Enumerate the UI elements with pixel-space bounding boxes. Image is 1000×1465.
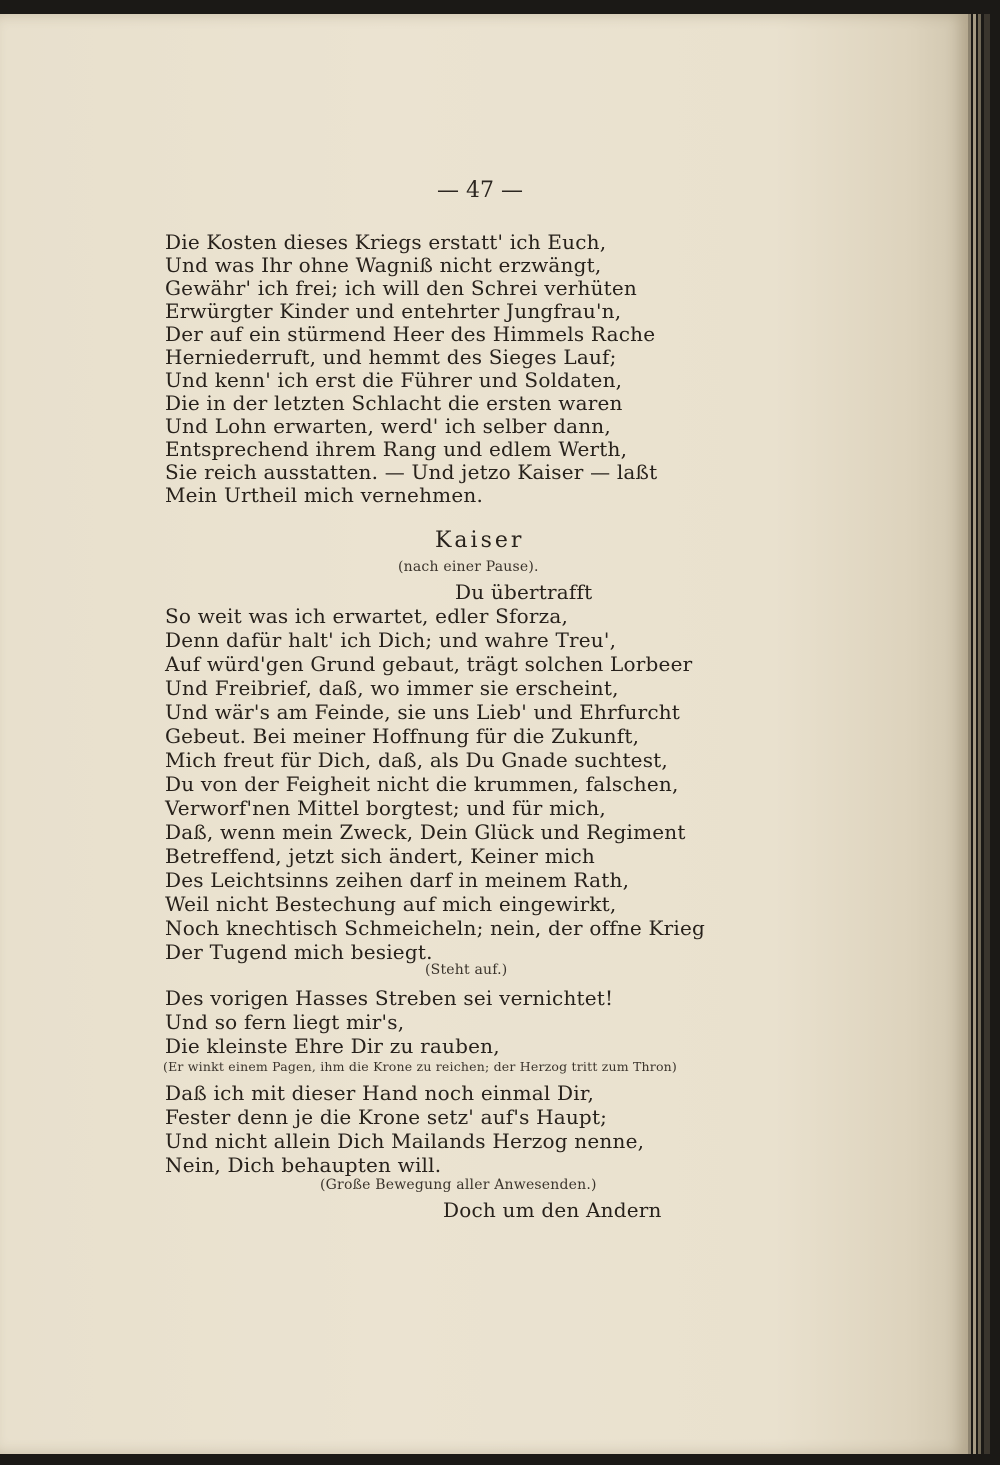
verse-line: Nein, Dich behaupten will.	[165, 1153, 442, 1177]
verse-line: Auf würd'gen Grund gebaut, trägt solchen Lorbeer	[165, 652, 693, 676]
verse-line: Du übertrafft	[455, 580, 593, 604]
verse-line: Betreffend, jetzt sich ändert, Keiner mich	[165, 844, 595, 868]
verse-line: Und was Ihr ohne Wagniß nicht erzwängt,	[165, 253, 602, 277]
page-edge	[973, 14, 976, 1454]
page-number: — 47 —	[437, 178, 523, 203]
verse-line: Entsprechend ihrem Rang und edlem Werth,	[165, 437, 628, 461]
verse-line: Gewähr' ich frei; ich will den Schrei verhüten	[165, 276, 638, 300]
page-edge	[968, 14, 971, 1454]
verse-line: Gebeut. Bei meiner Hoffnung für die Zukunft,	[165, 724, 640, 748]
stage-direction: (Er winkt einem Pagen, ihm die Krone zu reichen; der Herzog tritt zum Thron)	[163, 1059, 678, 1074]
verse-line: Daß, wenn mein Zweck, Dein Glück und Regiment	[165, 820, 686, 844]
verse-line: Sie reich ausstatten. — Und jetzo Kaiser — laßt	[165, 460, 658, 484]
speaker-name: Kaiser	[435, 528, 525, 553]
page-edge	[978, 14, 981, 1454]
verse-line: Der Tugend mich besiegt.	[165, 940, 433, 964]
verse-line: Die Kosten dieses Kriegs erstatt' ich Euch,	[165, 230, 607, 254]
verse-line: Des Leichtsinns zeihen darf in meinem Rath,	[165, 868, 630, 892]
verse-line: Und Lohn erwarten, werd' ich selber dann,	[165, 414, 611, 438]
book-spine-shadow	[984, 14, 990, 1454]
verse-line: Mein Urtheil mich vernehmen.	[165, 483, 484, 507]
verse-line: Und kenn' ich erst die Führer und Soldaten,	[165, 368, 623, 392]
verse-line: Die in der letzten Schlacht die ersten waren	[165, 391, 623, 415]
stage-direction: (nach einer Pause).	[398, 559, 539, 575]
verse-line: Und nicht allein Dich Mailands Herzog nenne,	[165, 1129, 645, 1153]
verse-line: Und so fern liegt mir's,	[165, 1010, 405, 1034]
verse-line: Des vorigen Hasses Streben sei vernichtet!	[165, 986, 614, 1010]
verse-line: Und wär's am Feinde, sie uns Lieb' und Ehrfurcht	[165, 700, 681, 724]
verse-line: Herniederruft, und hemmt des Sieges Lauf;	[165, 345, 617, 369]
verse-line: Daß ich mit dieser Hand noch einmal Dir,	[165, 1081, 594, 1105]
verse-line: Mich freut für Dich, daß, als Du Gnade suchtest,	[165, 748, 668, 772]
verse-line: Weil nicht Bestechung auf mich eingewirkt,	[165, 892, 617, 916]
stage-direction: (Große Bewegung aller Anwesenden.)	[320, 1177, 597, 1193]
stage-direction: (Steht auf.)	[425, 962, 508, 978]
verse-line: Fester denn je die Krone setz' auf's Haupt;	[165, 1105, 608, 1129]
verse-line: Denn dafür halt' ich Dich; und wahre Treu',	[165, 628, 617, 652]
verse-line: Verworf'nen Mittel borgtest; und für mich,	[165, 796, 606, 820]
verse-line: Du von der Feigheit nicht die krummen, falschen,	[165, 772, 679, 796]
verse-line: Und Freibrief, daß, wo immer sie erscheint,	[165, 676, 619, 700]
verse-line: So weit was ich erwartet, edler Sforza,	[165, 604, 569, 628]
verse-line: Der auf ein stürmend Heer des Himmels Rache	[165, 322, 656, 346]
verse-line: Die kleinste Ehre Dir zu rauben,	[165, 1034, 500, 1058]
verse-line: Doch um den Andern	[443, 1198, 662, 1222]
verse-line: Noch knechtisch Schmeicheln; nein, der offne Krieg	[165, 916, 706, 940]
verse-line: Erwürgter Kinder und entehrter Jungfrau'n,	[165, 299, 622, 323]
